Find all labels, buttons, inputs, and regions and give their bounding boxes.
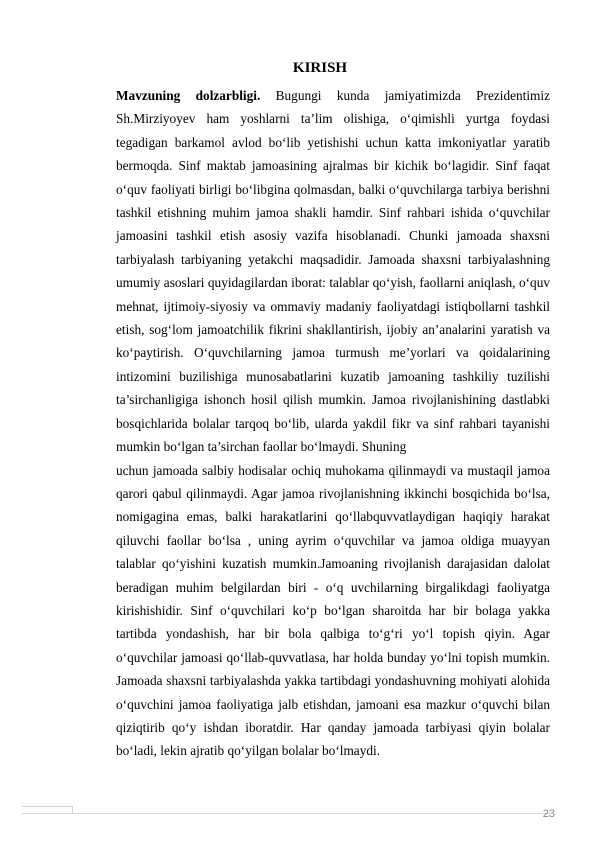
- page-title: KIRISH: [292, 60, 348, 76]
- paragraph-1: [116, 84, 550, 459]
- paragraph-2: uchun jamoada salbiy hodisalar ochiq muhokama qilinmaydi va mustaqil jamoa qarori qabul qilinmaydi. Agar jamoa rivojlanishning ikkinchi bosqichida bo‘lsa, nomigagina emas, balki harakatlarini qo‘llabquvvatlaydigan haqiqiy harakat qiluvchi faollar bo‘lsa , uning ayrim o‘quvchilar va jamoa oldiga muayyan talablar qo‘yishini kuzatish mumkin.Jamoaning rivojlanish darajasidan dalolat beradigan muhim belgilardan biri - o‘q uvchilarning birgalikdagi faoliyatga kirishishidir. Sinf o‘quvchilari ko‘p bo‘lgan sharoitda har bir bolaga yakka tartibda yondashish, har bir bola qalbiga to‘g‘ri yo‘l topish qiyin. Agar o‘quvchilar jamoasi qo‘llab-quvvatlasa, har holda bunday yo‘lni topish mumkin. Jamoada shaxsni tarbiyalashda yakka tartibdagi yondashuvning mohiyati alohida o‘quvchini jamoa faoliyatiga jalb etishdan, jamoani esa mazkur o‘quvchi bilan qiziqtirib qo‘y ishdan iboratdir. Har qanday jamoada tarbiyasi qiyin bolalar bo‘ladi, lekin ajratib qo‘yilgan bolalar bo‘lmaydi.: [116, 462, 550, 759]
- document-body: [116, 84, 550, 763]
- footer-divider: [22, 813, 552, 814]
- page-number: 23: [542, 808, 555, 820]
- paragraph-1-text: Bugungi kunda jamiyatimizda Prezidentimiz Sh.Mirziyoyev ham yoshlarni ta’lim olishiga, o‘qimishli yurtga foydasi tegadigan barkamol avlod bo‘lib yetishishi uchun katta imkoniyatlar yaratib bermoqda. Sinf maktab jamoasining ajralmas bir kichik bo‘lagidir. Sinf faqat o‘quv faoliyati birligi bo‘libgina qolmasdan, balki o‘quvchilarga tarbiya berishni tashkil etishning muhim jamoa shakli hamdir. Sinf rahbari ishida o‘quvchilar jamoasini tashkil etish asosiy vazifa hisoblanadi. Chunki jamoada shaxsni tarbiyalash tarbiyaning yetakchi maqsadidir. Jamoada shaxsni tarbiyalashning umumiy asoslari quyidagilardan iborat: talablar qo‘yish, faollarni aniqlash, o‘quv mehnat, ijtimoiy-siyosiy va ommaviy madaniy faoliyatdagi istiqbollarni tashkil etish, sog‘lom jamoatchilik fikrini shakllantirish, ijobiy an’analarini yaratish va ko‘paytirish. O‘quvchilarning jamoa turmush me’yorlari va qoidalarining intizomini buzilishiga munosabatlarini kuzatib jamoaning tashkiliy tuzilishi ta’sirchanligiga ishonch hosil qilish mumkin. Jamoa rivojlanishining dastlabki bosqichlarida bolalar tarqoq bo‘lib, ularda yakdil fikr va sinf rahbari tayanishi mumkin bo‘lgan ta’sirchan faollar bo‘lmaydi. Shuning: [116, 88, 550, 455]
- lead-label: Mavzuning dolzarbligi.: [116, 88, 261, 103]
